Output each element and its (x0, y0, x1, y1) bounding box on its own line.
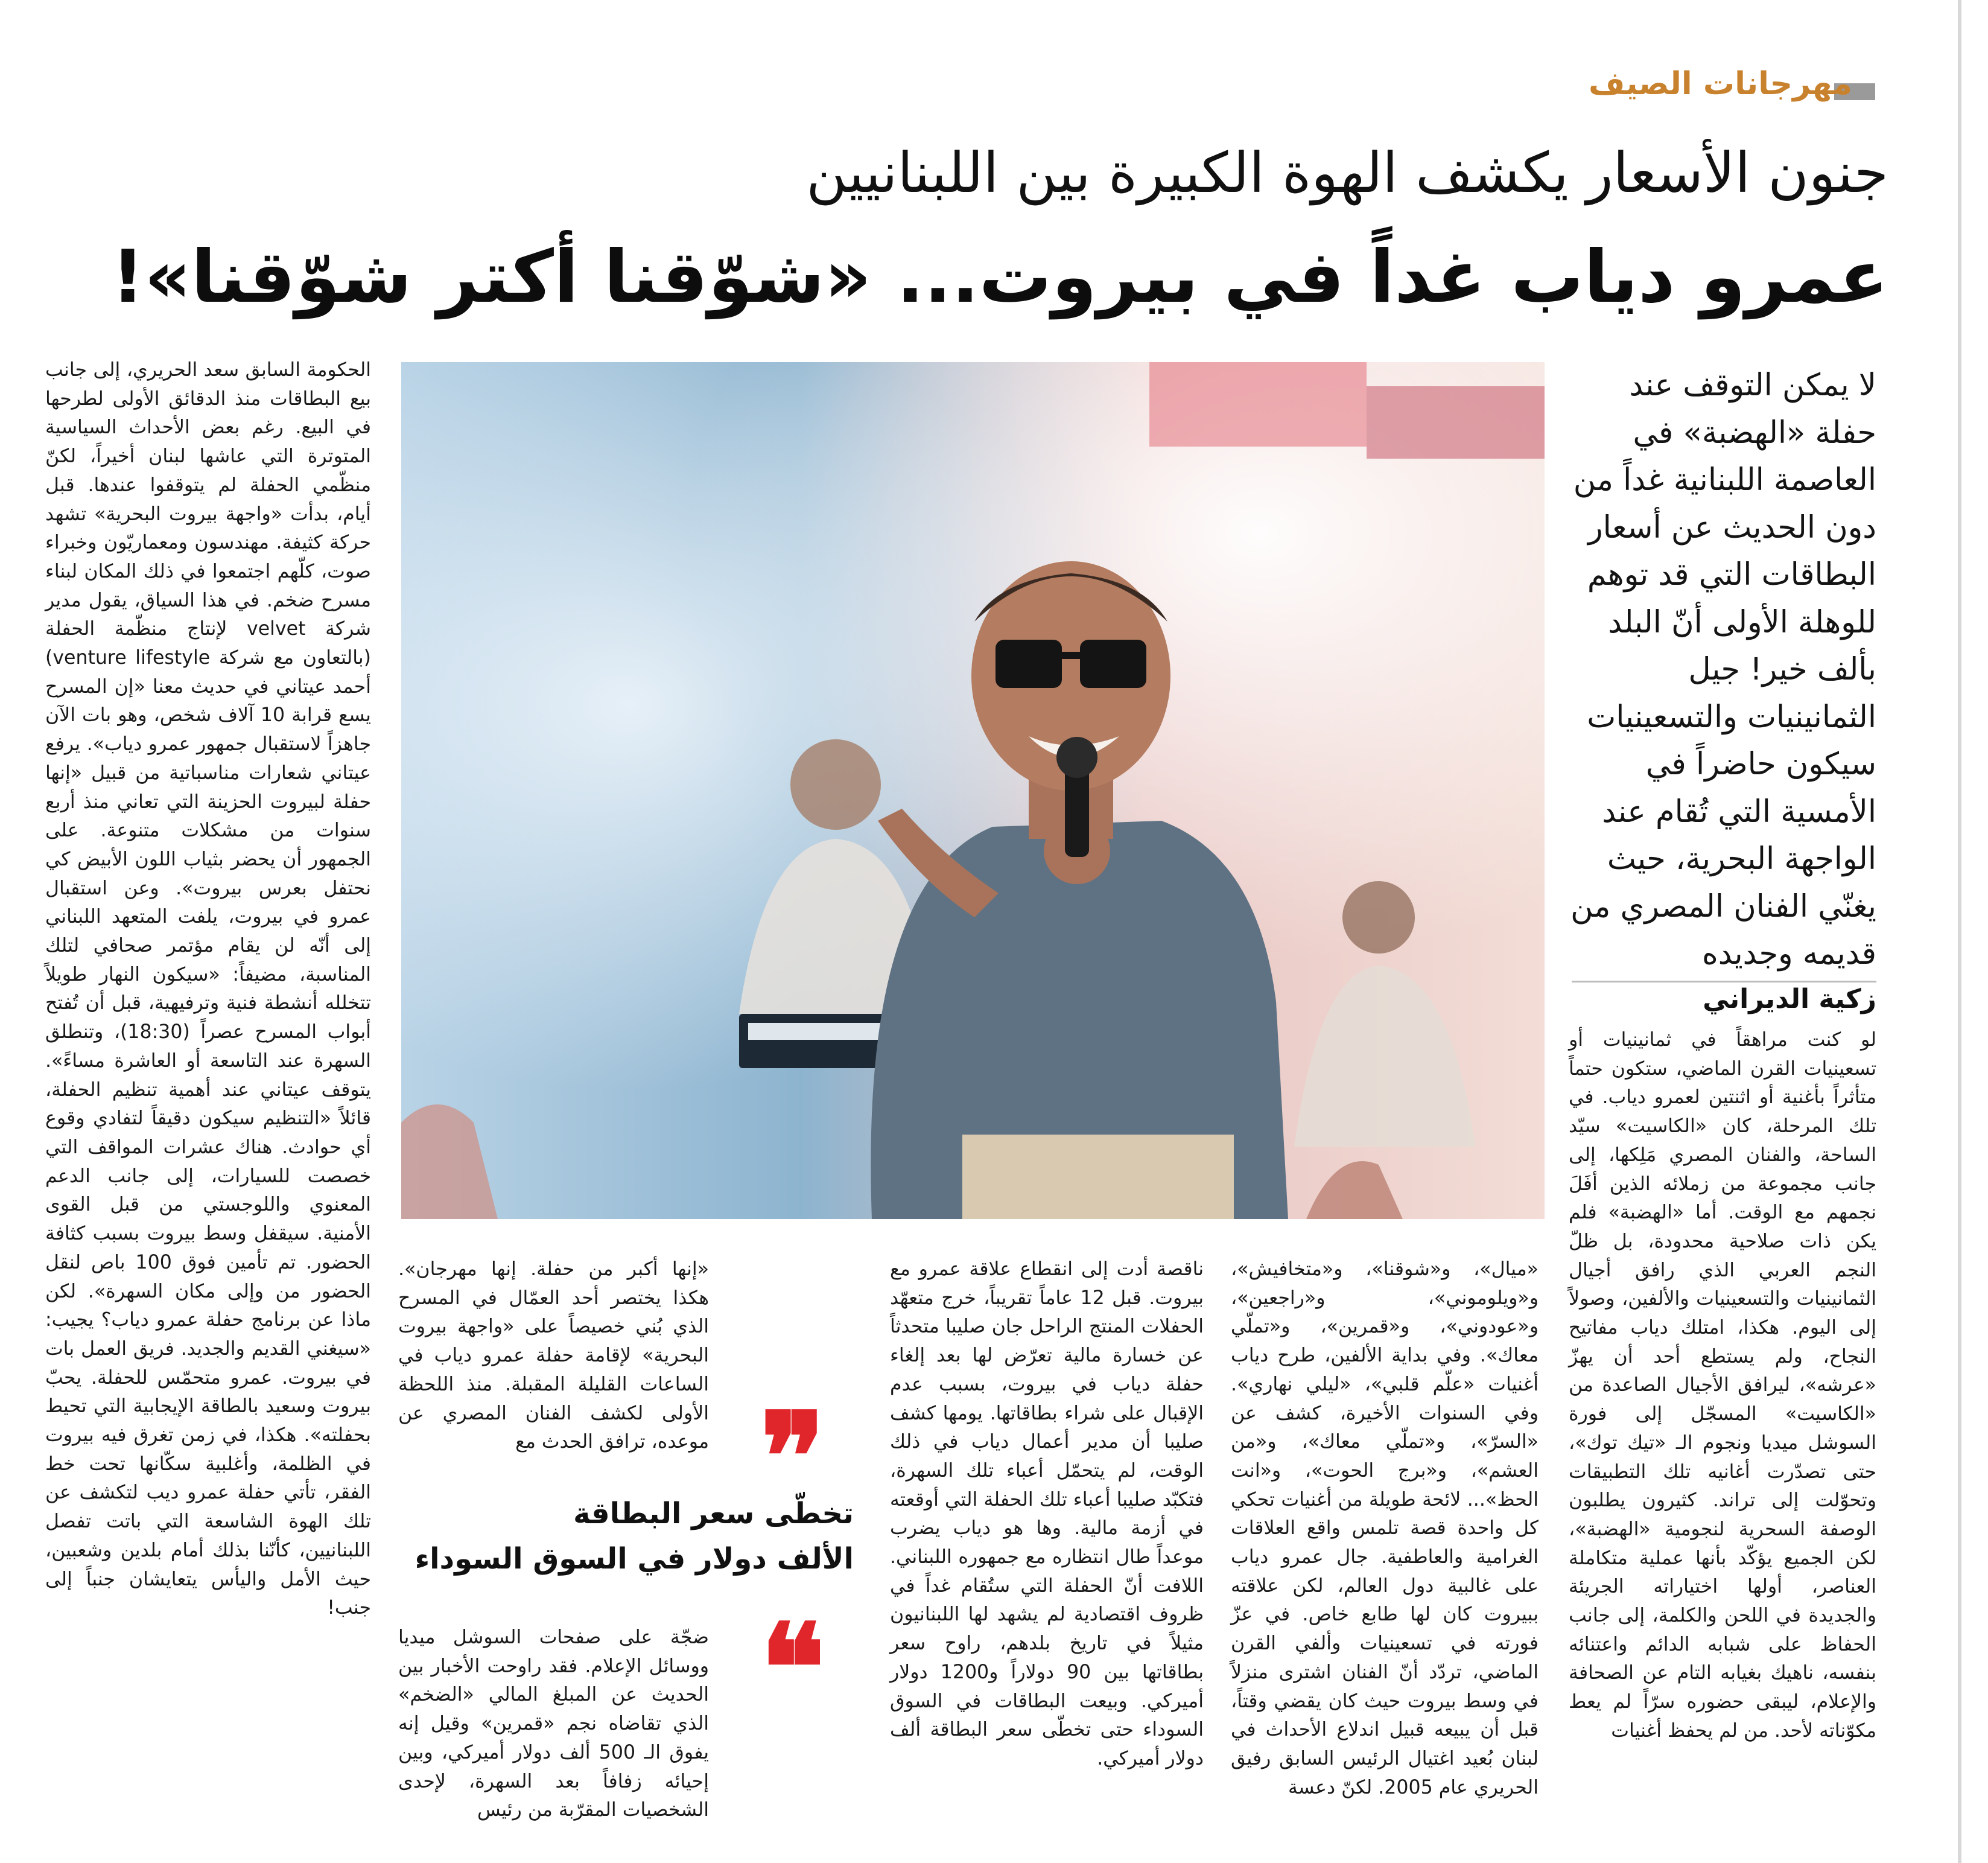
body-column-3: ناقصة أدت إلى انقطاع علاقة عمرو مع بيروت. قبل 12 عاماً تقريباً، خرج متعهّد الحفلات المنتج الراحل جان صليبا متحدثاً عن خسارة مالية تعرّض لها بعد إلغاء حفلة دياب في بيروت، بسبب عدم الإقبال على شراء بطاقاتها. يومها كشف صليبا أن مدير أعمال دياب في ذلك الوقت، لم يتحمّل أعباء تلك السهرة، فتكبّد صليبا أعباء تلك الحفلة التي أوقعته في أزمة مالية. وها هو دياب يضرب موعداً طال انتظاره مع جمهوره اللبناني. اللافت أنّ الحفلة التي ستُقام غداً في ظروف اقتصادية لم يشهد لها اللبنانيون مثيلاً في تاريخ بلدهم، راوح سعر بطاقاتها بين 90 دولاراً و1200 دولار أميركي. وبيعت البطاقات في السوق السوداء حتى تخطّى سعر البطاقة ألف دولار أميركي. (890, 1258, 1204, 1769)
kicker: جنون الأسعار يكشف الهوة الكبيرة بين اللبنانيين (806, 141, 1888, 205)
quote-open-icon: ❞ (760, 1386, 825, 1528)
byline: زكية الديراني (1703, 984, 1876, 1014)
byline-rule (1572, 981, 1876, 982)
body-column-4-bottom: ضجّة على صفحات السوشل ميديا ووسائل الإعلام. فقد راوحت الأخبار بين الحديث عن المبلغ المالي «الضخم» الذي تقاضاه نجم «قمرين» وقيل إنه يفوق الـ 500 ألف دولار أميركي، وبين إحيائه زفافاً بعد السهرة، لإحدى الشخصيات المقرّبة من رئيس (398, 1626, 709, 1821)
pullquote-line-2: الألف دولار في السوق السوداء (414, 1542, 854, 1576)
section-label: مهرجانات الصيف (1588, 66, 1852, 102)
page-edge-rule (1958, 0, 1961, 1863)
quote-close-icon: ❝ (760, 1597, 825, 1739)
body-column-2: «ميال»، و«شوقنا»، و«متخافيش»، و«ويلوموني»، و«راجعين»، و«عودوني»، و«قمرين»، و«تملّي معاك». وفي بداية الألفين، طرح دياب أغنيات «علّم قلبي»، «ليلي نهاري». وفي السنوات الأخيرة، كشف عن «السرّ»، و«تملّي معاك»، و«من العشم»، و«برج الحوت»، و«انت الحظ»... لائحة طويلة من أغنيات تحكي كل واحدة قصة تلمس واقع العلاقات الغرامية والعاطفية. جال عمرو دياب على غالبية دول العالم، لكن علاقته ببيروت كان لها طابع خاص. في عزّ فورته في تسعينيات وألفي القرن الماضي، تردّد أنّ الفنان اشترى منزلاً في وسط بيروت حيث كان يقضي وقتاً، قبل أن يبيعه قبيل اندلاع الأحداث في لبنان بُعيد اغتيال الرئيس السابق رفيق الحريري عام 2005. لكنّ دعسة (1231, 1258, 1539, 1798)
body-column-4-top: «إنها أكبر من حفلة. إنها مهرجان». هكذا يختصر أحد العمّال في المسرح الذي بُني خصيصاً على «واجهة بيروت البحرية» لإقامة حفلة عمرو دياب في الساعات القليلة المقبلة. منذ اللحظة الأولى لكشف الفنان المصري عن موعده، ترافق الحدث مع (398, 1258, 709, 1453)
headline: عمرو دياب غداً في بيروت... «شوّقنا أكتر شوّقنا»! (111, 235, 1888, 319)
body-column-5: الحكومة السابق سعد الحريري، إلى جانب بيع البطاقات منذ الدقائق الأولى لطرحها في البيع. رغم بعض الأحداث السياسية المتوترة التي عاشها لبنان أخيراً، لكنّ منظّمي الحفلة لم يتوقفوا عندها. قبل أيام، بدأت «واجهة بيروت البحرية» تشهد حركة كثيفة. مهندسون ومعماريّون وخبراء صوت، كلّهم اجتمعوا في ذلك المكان لبناء مسرح ضخم. في هذا السياق، يقول مدير شركة velvet لإنتاج منظّمة الحفلة (بالتعاون مع شركة venture lifestyle) أحمد عيتاني في حديث معنا «إن المسرح يسع قرابة 10 آلاف شخص، وهو بات الآن جاهزاً لاستقبال جمهور عمرو دياب». يرفع عيتاني شعارات مناسباتية من قبيل «إنها حفلة لبيروت الحزينة التي تعاني منذ أربع سنوات من مشكلات متنوعة. على الجمهور أن يحضر بثياب اللون الأبيض كي نحتفل بعرس بيروت». وعن استقبال عمرو في بيروت، يلفت المتعهد اللبناني إلى أنّه لن يقام مؤتمر صحافي لتلك المناسبة، مضيفاً: «سيكون النهار طويلاً تتخلله أنشطة فنية وترفيهية، قبل أن تُفتح أبواب المسرح عصراً (18:30)، وتنطلق السهرة عند التاسعة أو العاشرة مساءً». يتوقف عيتاني عند أهمية تنظيم الحفلة، قائلاً «التنظيم سيكون دقيقاً لتفادي وقوع أي حوادث. هناك عشرات المواقف التي خصصت للسيارات، إلى جانب الدعم المعنوي واللوجستي من قبل القوى الأمنية. سيقفل وسط بيروت بسبب كثافة الحضور. تم تأمين فوق 100 باص لنقل الحضور من وإلى مكان السهرة». لكن ماذا عن برنامج حفلة عمرو دياب؟ يجيب: «سيغني القديم والجديد. فريق العمل بات في بيروت. عمرو متحمّس للحفلة. يحبّ بيروت وسعيد بالطاقة الإيجابية التي تحيط بحفلته». هكذا، في زمن تغرق فيه بيروت في الظلمة، وأغلبية سكّانها تحت خط الفقر، تأتي حفلة عمرو ديب لتكشف عن تلك الهوة الشاسعة التي باتت تفصل اللبنانيين، كأنّنا بذلك أمام بلدين وشعبين، حيث الأمل واليأس يتعايشان جنباً إلى جنب! (45, 359, 371, 1619)
pullquote-line-1: تخطّى سعر البطاقة (573, 1497, 854, 1530)
concert-photo (401, 362, 1545, 1219)
body-column-1: لو كنت مراهقاً في ثمانينيات أو تسعينيات القرن الماضي، ستكون حتماً متأثراً بأغنية أو اثنتين لعمرو دياب. في تلك المرحلة، كان «الكاسيت» سيّد الساحة، والفنان المصري مَلِكها، إلى جانب مجموعة من زملائه الذين أفَلَ نجمهم مع الوقت. أما «الهضبة» فلم يكن ذات صلاحية محدودة، بل ظلّ النجم العربي الذي رافق أجيال الثمانينيات والتسعينيات والألفين، وصولاً إلى اليوم. هكذا، امتلك دياب مفاتيح النجاح، ولم يستطع أحد أن يهزّ «عرشه»، ليرافق الأجيال الصاعدة من «الكاسيت» المسجّل إلى فورة السوشل ميديا ونجوم الـ «تيك توك»، حتى تصدّرت أغانيه تلك التطبيقات وتحوّلت إلى تراند. كثيرون يطلبون الوصفة السحرية لنجومية «الهضبة»، لكن الجميع يؤكّد بأنها عملية متكاملة العناصر، أولها اختياراته الجريئة والجديدة في اللحن والكلمة، إلى جانب الحفاظ على شبابه الدائم واعتنائه بنفسه، ناهيك بغيابه التام عن الصحافة والإعلام، ليبقى حضوره سرّاً لم يعط مكوّناته لأحد. من لم يحفظ أغنيات (1569, 1029, 1876, 1742)
intro-text: لا يمكن التوقف عند حفلة «الهضبة» في العاصمة اللبنانية غداً من دون الحديث عن أسعار البطاقات التي قد توهم للوهلة الأولى أنّ البلد بألف خير! جيل الثمانينيات والتسعينيات سيكون حاضراً في الأمسية التي تُقام عند الواجهة البحرية، حيث يغنّي الفنان المصري من قديمه وجديده (1570, 368, 1876, 972)
